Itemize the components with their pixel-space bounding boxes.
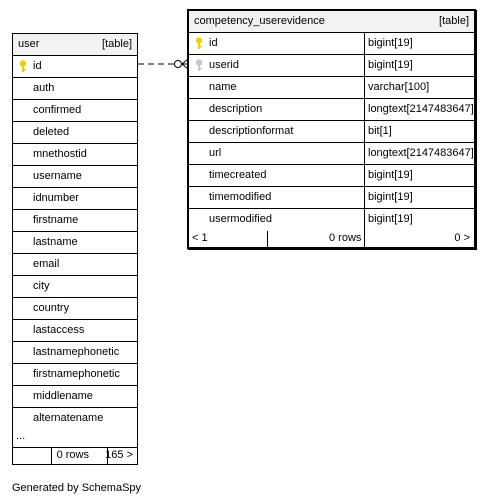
column-row	[189, 121, 474, 143]
column-name: email	[33, 258, 60, 270]
column-name: city	[33, 280, 50, 292]
column-row	[13, 232, 137, 254]
column-name: confirmed	[33, 104, 82, 116]
competency-userevidence-table[interactable]	[187, 9, 476, 249]
parent-count-link[interactable]: < 1	[192, 232, 208, 244]
column-type: bigint[19]	[364, 209, 413, 231]
user-table[interactable]	[12, 33, 138, 465]
key-icon	[195, 59, 203, 72]
table-footer	[189, 231, 474, 247]
column-name: country	[33, 302, 70, 314]
column-name: lastnamephonetic	[33, 346, 120, 358]
column-row	[13, 56, 137, 78]
table-footer	[13, 448, 137, 464]
table-name: user	[18, 38, 40, 50]
child-count-link: 0 >	[454, 232, 470, 244]
column-row	[13, 122, 137, 144]
column-name: username	[33, 170, 82, 182]
column-row	[13, 276, 137, 298]
column-row	[13, 100, 137, 122]
table-type: [table]	[102, 38, 132, 50]
table-header	[13, 34, 137, 56]
column-name: deleted	[33, 126, 70, 138]
key-icon	[195, 37, 203, 50]
column-row	[13, 254, 137, 276]
key-icon	[19, 60, 27, 73]
column-row	[13, 298, 137, 320]
column-type: bit[1]	[364, 121, 392, 142]
column-row	[189, 165, 474, 187]
relationship-count-link[interactable]: 165 >	[105, 449, 133, 461]
column-row	[13, 408, 137, 430]
column-row	[13, 342, 137, 364]
column-name: timecreated	[209, 169, 267, 181]
column-type: bigint[19]	[364, 55, 413, 76]
column-type: longtext[2147483647]	[364, 99, 474, 120]
column-name: id	[33, 60, 42, 72]
column-row	[189, 209, 474, 231]
column-row	[189, 55, 474, 77]
column-row	[189, 187, 474, 209]
column-row	[189, 143, 474, 165]
column-name: auth	[33, 82, 55, 94]
more-columns-indicator: ...	[13, 430, 137, 448]
column-name: idnumber	[33, 192, 79, 204]
row-count: 0 rows	[329, 232, 362, 244]
generated-by-label: Generated by SchemaSpy	[12, 482, 142, 494]
column-row	[189, 33, 474, 55]
column-row	[13, 364, 137, 386]
column-row	[13, 144, 137, 166]
column-name: mnethostid	[33, 148, 87, 160]
column-row	[13, 210, 137, 232]
column-name: firstnamephonetic	[33, 368, 120, 380]
table-type: [table]	[439, 15, 469, 27]
column-type: bigint[19]	[364, 33, 413, 54]
column-name: id	[209, 37, 218, 49]
column-name: lastname	[33, 236, 78, 248]
column-name: middlename	[33, 390, 93, 402]
column-row	[13, 320, 137, 342]
column-type: longtext[2147483647]	[364, 143, 474, 164]
table-header	[189, 11, 474, 33]
column-type: bigint[19]	[364, 165, 413, 186]
column-type: bigint[19]	[364, 187, 413, 208]
column-name: name	[209, 81, 237, 93]
column-name: descriptionformat	[209, 125, 294, 137]
column-name: alternatename	[33, 412, 104, 424]
column-name: url	[209, 147, 222, 159]
column-name: userid	[209, 59, 239, 71]
column-row	[189, 99, 474, 121]
column-name: timemodified	[209, 191, 272, 203]
row-count: 0 rows	[56, 449, 89, 461]
column-name: description	[209, 103, 263, 115]
column-row	[13, 188, 137, 210]
column-name: usermodified	[209, 213, 272, 225]
column-row	[13, 166, 137, 188]
column-type: varchar[100]	[364, 77, 429, 98]
column-row	[13, 78, 137, 100]
column-row	[13, 386, 137, 408]
column-name: firstname	[33, 214, 79, 226]
column-name: lastaccess	[33, 324, 85, 336]
table-name: competency_userevidence	[194, 15, 325, 27]
column-row	[189, 77, 474, 99]
